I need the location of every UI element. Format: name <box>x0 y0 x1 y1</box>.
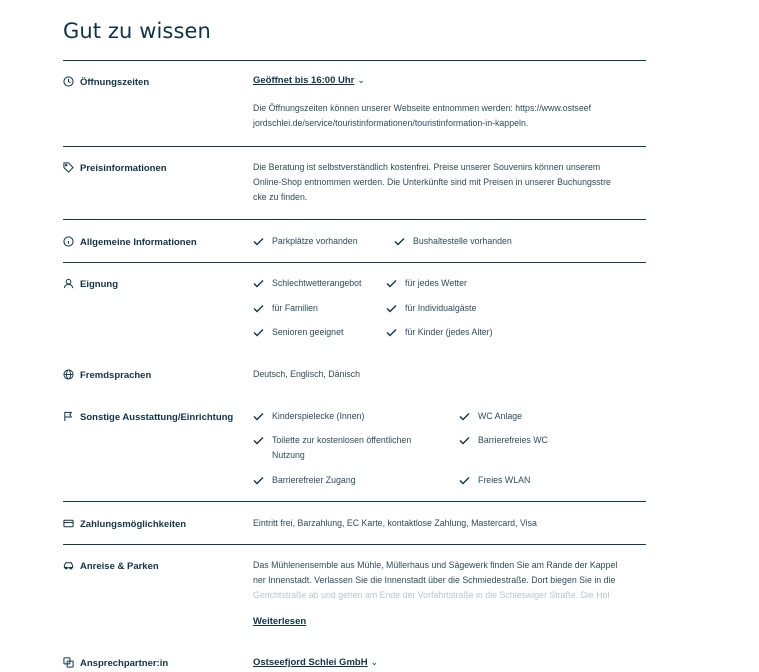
arrival-row <box>63 544 646 645</box>
price-info-label: Preisinformationen <box>63 162 167 174</box>
clock-icon <box>63 76 75 88</box>
car-icon <box>63 560 75 572</box>
check-item: Bushaltestelle vorhanden <box>394 234 512 249</box>
check-icon <box>394 237 405 246</box>
languages-label: Fremdsprachen <box>63 369 151 381</box>
check-icon <box>459 412 470 421</box>
equipment-label: Sonstige Ausstattung/Einrichtung <box>63 411 233 423</box>
check-item: für jedes Wetter <box>386 276 467 291</box>
general-info-label: Allgemeine Informationen <box>63 236 197 248</box>
contact-label: Ansprechpartner:in <box>63 657 168 669</box>
check-icon <box>386 304 397 313</box>
copy-contact-icon <box>63 657 75 669</box>
general-info-row <box>63 219 646 263</box>
check-item: Schlechtwetterangebot <box>253 276 362 291</box>
check-item: Barrierefreier Zugang <box>253 473 356 488</box>
contact-row <box>63 644 646 672</box>
credit-card-icon <box>63 518 75 530</box>
chevron-down-icon[interactable]: ⌄ <box>370 657 379 667</box>
languages-text: Deutsch, Englisch, Dänisch <box>253 369 361 379</box>
contact-toggle[interactable]: Ostseefjord Schlei GmbH <box>253 657 368 668</box>
payment-label: Zahlungsmöglichkeiten <box>63 518 186 530</box>
payment-text: Eintritt frei, Barzahlung, EC Karte, kontaktlose Zahlung, Mastercard, Visa <box>253 518 537 528</box>
tag-icon <box>63 162 75 174</box>
check-icon <box>253 476 264 485</box>
suitability-label: Eignung <box>63 278 118 290</box>
check-icon <box>386 328 397 337</box>
opening-hours-row <box>63 60 646 147</box>
check-icon <box>386 279 397 288</box>
check-item: Senioren geeignet <box>253 325 343 340</box>
check-item: Freies WLAN <box>459 473 530 488</box>
languages-row <box>63 358 646 400</box>
check-item: Barrierefreies WC <box>459 433 548 448</box>
check-icon <box>253 279 264 288</box>
check-item: Kinderspielecke (Innen) <box>253 409 364 424</box>
opening-hours-toggle[interactable]: Geöffnet bis 16:00 Uhr <box>253 75 355 86</box>
opening-hours-label: Öffnungszeiten <box>63 76 149 88</box>
info-icon <box>63 236 75 248</box>
flag-icon <box>63 411 75 423</box>
check-icon <box>253 412 264 421</box>
payment-row <box>63 501 646 545</box>
check-item: WC Anlage <box>459 409 522 424</box>
read-more-link[interactable]: Weiterlesen <box>253 616 307 627</box>
section-title: Gut zu wissen <box>63 19 211 43</box>
check-item: für Kinder (jedes Alter) <box>386 325 493 340</box>
opening-hours-text-line1: Die Öffnungszeiten können unserer Webseite entnommen werden: https://www.ostseef <box>253 103 592 113</box>
check-icon <box>253 328 264 337</box>
check-icon <box>459 476 470 485</box>
check-item: Toilette zur kostenlosen öffentlichen Nutzung <box>253 433 411 463</box>
check-icon <box>253 436 264 445</box>
check-icon <box>459 436 470 445</box>
price-info-row <box>63 146 646 220</box>
suitability-row <box>63 262 646 359</box>
check-icon <box>253 304 264 313</box>
opening-hours-content <box>253 73 645 131</box>
check-icon <box>253 237 264 246</box>
check-item: für Individualgäste <box>386 301 476 316</box>
chevron-down-icon[interactable]: ⌄ <box>357 75 365 85</box>
person-icon <box>63 278 75 290</box>
check-item: Parkplätze vorhanden <box>253 234 358 249</box>
opening-hours-text-line2: jordschlei.de/service/touristinformationen/touristinformation-in-kappeln. <box>253 118 529 128</box>
check-item: für Familien <box>253 301 318 316</box>
equipment-row <box>63 400 646 501</box>
arrival-label: Anreise & Parken <box>63 560 159 572</box>
price-info-content: Die Beratung ist selbstverständlich kostenfrei. Preise unserer Souvenirs können unserem Online-Shop entnommen werden. Die Unterkünfte sind mit Preisen in unserer Buchungsstre cke zu finden. <box>253 162 611 202</box>
arrival-content: Das Mühlenensemble aus Mühle, Müllerhaus und Sägewerk finden Sie am Rande der Kappel ner Innenstadt. Verlassen Sie die Innenstadt über die Schmiedestraße. Dort biegen Sie in die Gerichtstraße ab und gehen am Ende der Vorfahrtstraße in die Schleswiger Straße. Die Hol Weiterlesen <box>253 560 618 627</box>
globe-icon <box>63 369 75 381</box>
